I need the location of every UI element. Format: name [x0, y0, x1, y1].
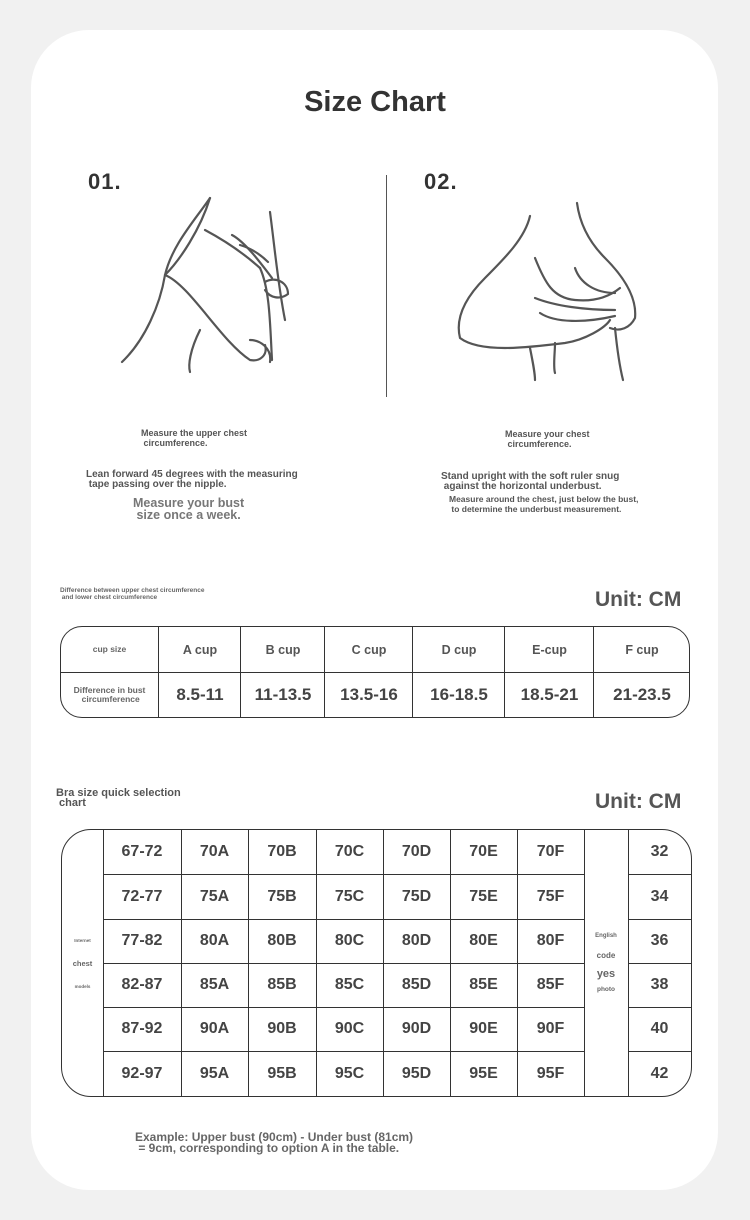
code-label-code: code	[596, 951, 616, 960]
chest-range-cell: 67-72	[121, 843, 163, 860]
side-label-top: Internet	[74, 937, 91, 943]
step-1-caption-medium: Lean forward 45 degrees with the measuring tape passing over the nipple.	[86, 469, 298, 490]
chest-side-label	[62, 830, 103, 1096]
bra-size-cell: 75F	[536, 887, 565, 905]
bra-size-cell: 85D	[401, 976, 432, 993]
bra-size-cell: 80D	[401, 932, 432, 949]
bra-size-cell: 80B	[267, 932, 297, 949]
bra-size-cell: 85F	[536, 976, 565, 993]
bra-size-cell: 70A	[199, 843, 230, 860]
bra-size-cell: 80C	[334, 932, 365, 949]
step-1-caption-large: Measure your bust size once a week.	[133, 496, 245, 522]
step-2-caption-medium: Stand upright with the soft ruler snug against the horizontal underbust.	[441, 471, 620, 492]
code-label-photo: photo	[596, 986, 616, 993]
side-label-chest: chest	[72, 958, 93, 968]
bra-size-cell: 85B	[267, 976, 297, 993]
chest-range-cell: 92-97	[121, 1064, 163, 1082]
size-section-label: Bra size quick selection chart	[56, 787, 181, 809]
bra-size-cell: 85E	[469, 976, 498, 993]
bra-size-cell: 70B	[267, 843, 297, 860]
step-2-caption-large: Measure around the chest, just below the bust, to determine the underbust measurement.	[449, 494, 639, 514]
english-code-cell: 38	[650, 976, 669, 993]
bra-size-cell: 75B	[267, 887, 297, 905]
bra-size-cell: 75A	[199, 887, 230, 905]
bra-size-cell: 70F	[536, 843, 565, 860]
side-label-bottom: models	[74, 983, 91, 989]
english-code-cell: 36	[650, 932, 669, 949]
cup-size-table	[60, 626, 690, 718]
chest-range-cell: 72-77	[121, 887, 163, 905]
size-unit-label: Unit: CM	[595, 790, 682, 813]
english-code-cell: 34	[650, 887, 669, 905]
example-note: Example: Upper bust (90cm) - Under bust (81cm) = 9cm, corresponding to option A in the table.	[135, 1130, 414, 1155]
bra-size-cell: 70D	[401, 843, 432, 860]
grid-vline	[584, 830, 585, 1096]
bra-size-cell: 90B	[267, 1020, 297, 1037]
cup-size-header: cup size	[92, 644, 127, 654]
bra-size-cell: 95A	[199, 1064, 230, 1082]
bra-size-cell: 70E	[469, 843, 498, 860]
page-title: Size Chart	[304, 86, 446, 118]
chest-range-cell: 87-92	[121, 1020, 163, 1037]
step-2-number: 02.	[424, 169, 458, 194]
bra-size-cell: 80F	[536, 932, 565, 949]
cup-value-d: 16-18.5	[412, 673, 505, 717]
cup-value-a: 8.5-11	[158, 673, 241, 717]
step-2-caption-small: Measure your chest circumference.	[505, 429, 590, 449]
bra-size-cell: 95B	[267, 1064, 297, 1082]
bra-size-cell: 80E	[469, 932, 498, 949]
cup-value-c: 13.5-16	[324, 673, 413, 717]
bra-size-table	[61, 829, 692, 1097]
chest-range-cell: 82-87	[121, 976, 163, 993]
cup-value-row	[61, 673, 689, 717]
bra-size-cell: 95D	[401, 1064, 432, 1082]
bra-size-cell: 90E	[469, 1020, 498, 1037]
bra-size-cell: 95E	[469, 1064, 498, 1082]
bra-size-cell: 75C	[334, 887, 365, 905]
underbust-measure-illustration	[455, 198, 665, 383]
bra-size-cell: 90F	[536, 1020, 565, 1037]
bust-difference-label: Difference in bust circumference	[73, 685, 146, 704]
bra-size-cell: 85A	[199, 976, 230, 993]
bra-size-cell: 90D	[401, 1020, 432, 1037]
bra-size-cell: 70C	[334, 843, 365, 860]
step-1-number: 01.	[88, 169, 122, 194]
cup-value-f: 21-23.5	[593, 673, 690, 717]
cup-header-d: D cup	[412, 627, 505, 672]
cup-unit-label: Unit: CM	[595, 588, 682, 611]
code-side-label	[584, 830, 628, 1096]
cup-header-e: E-cup	[504, 627, 594, 672]
bra-size-cell: 90A	[199, 1020, 230, 1037]
english-code-cell: 42	[650, 1064, 669, 1082]
cup-header-c: C cup	[324, 627, 413, 672]
cup-header-a: A cup	[158, 627, 241, 672]
bra-size-cell: 85C	[334, 976, 365, 993]
cup-section-note: Difference between upper chest circumference and lower chest circumference	[60, 587, 205, 601]
cup-header-f: F cup	[593, 627, 690, 672]
bra-size-cell: 95F	[536, 1064, 565, 1082]
chest-range-cell: 77-82	[121, 932, 163, 949]
cup-header-row	[61, 627, 689, 673]
upper-chest-measure-illustration	[110, 190, 310, 375]
bra-size-cell: 75D	[401, 887, 432, 905]
code-label-yes: yes	[596, 968, 616, 980]
cup-header-b: B cup	[240, 627, 325, 672]
bra-size-cell: 80A	[199, 932, 230, 949]
bra-size-cell: 95C	[334, 1064, 365, 1082]
code-label-english: English	[595, 933, 617, 939]
step-1-caption-small: Measure the upper chest circumference.	[141, 428, 248, 448]
bra-size-cell: 90C	[334, 1020, 365, 1037]
english-code-cell: 32	[650, 843, 669, 860]
bra-size-cell: 75E	[469, 887, 498, 905]
cup-value-b: 11-13.5	[240, 673, 325, 717]
step-divider	[386, 175, 387, 397]
cup-value-e: 18.5-21	[504, 673, 594, 717]
english-code-cell: 40	[650, 1020, 669, 1037]
